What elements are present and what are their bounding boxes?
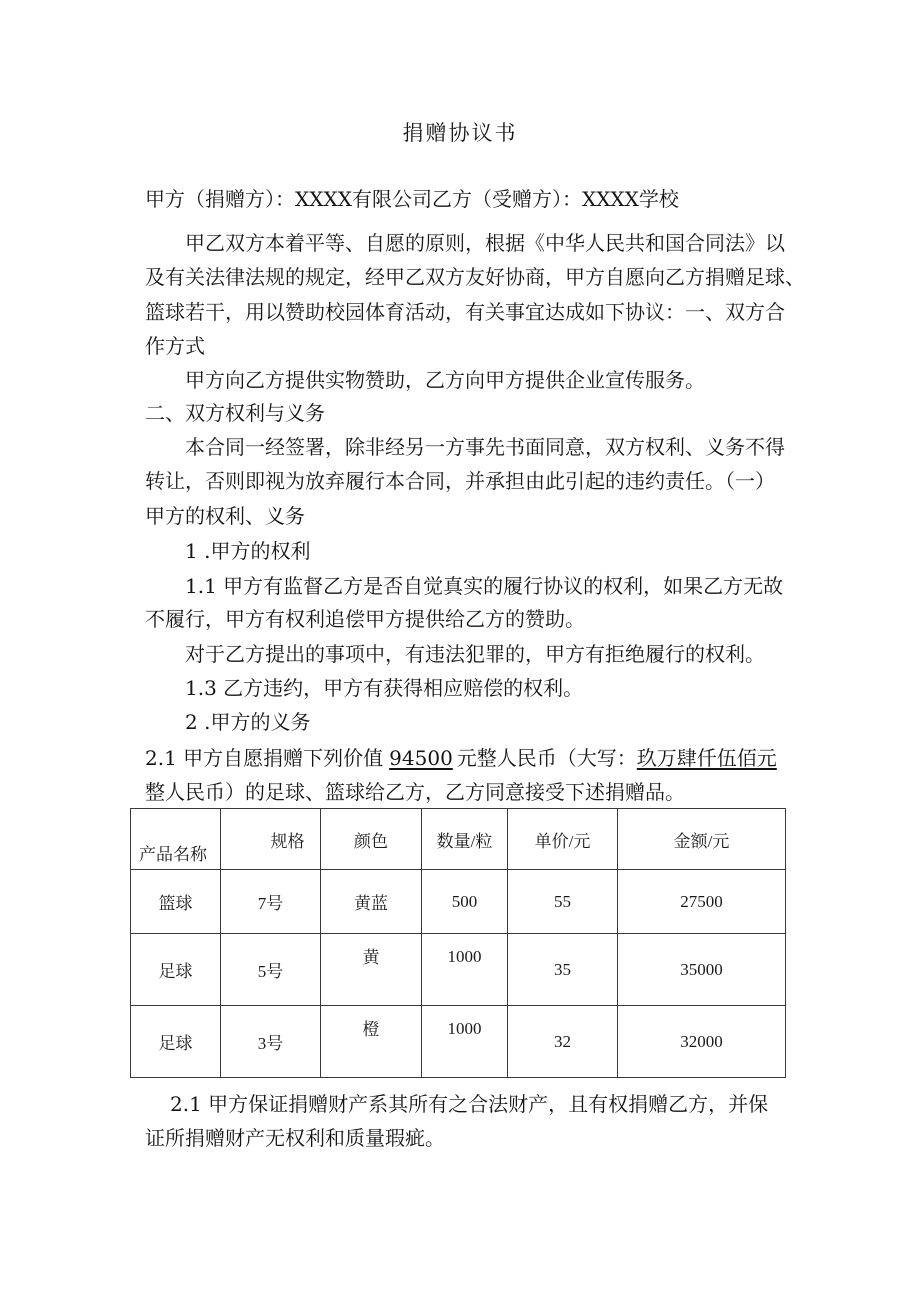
clause-2-1-prefix: 2.1 甲方自愿捐赠下列价值 bbox=[145, 746, 384, 770]
clause-2-1-line-2: 整人民币）的足球、篮球给乙方，乙方同意接受下述捐赠品。 bbox=[145, 780, 685, 804]
cell-spec: 7号 bbox=[221, 870, 321, 934]
cell-color: 黄蓝 bbox=[321, 870, 422, 934]
table-header-row bbox=[131, 809, 786, 870]
clause-1-1-line: 不履行，甲方有权利追偿甲方提供给乙方的赞助。 bbox=[145, 607, 585, 631]
header-spec: 规格 bbox=[221, 809, 321, 870]
section-2-line: 甲方的权利、义务 bbox=[145, 504, 305, 528]
parties-line: 甲方（捐赠方）：XXXX有限公司乙方（受赠方）：XXXX学校 bbox=[145, 187, 679, 211]
header-unit-price: 单价/元 bbox=[508, 809, 618, 870]
clause-2-1-middle: 元整人民币（大写： bbox=[456, 746, 637, 770]
document-title: 捐赠协议书 bbox=[402, 121, 518, 145]
guarantee-clause-line: 证所捐赠财产无权利和质量瑕疵。 bbox=[145, 1126, 445, 1150]
cooperation-clause: 甲方向乙方提供实物赞助，乙方向甲方提供企业宣传服务。 bbox=[185, 368, 705, 392]
intro-line: 甲乙双方本着平等、自愿的原则，根据《中华人民共和国合同法》以 bbox=[185, 231, 785, 255]
donation-amount-in-words: 玖万肆仟伍佰元 bbox=[636, 746, 777, 770]
cell-color: 橙 bbox=[321, 1006, 422, 1078]
clause-1-1-line: 1.1 甲方有监督乙方是否自觉真实的履行协议的权利，如果乙方无故 bbox=[185, 574, 784, 598]
guarantee-clause-line: 2.1 甲方保证捐赠财产系其所有之合法财产，且有权捐赠乙方，并保 bbox=[170, 1092, 769, 1116]
cell-unit-price: 55 bbox=[508, 870, 618, 934]
section-2-line: 转让，否则即视为放弃履行本合同，并承担由此引起的违约责任。（一） bbox=[145, 469, 775, 493]
header-product-name: 产品名称 bbox=[131, 809, 221, 870]
header-quantity: 数量/粒 bbox=[422, 809, 508, 870]
table-row bbox=[131, 934, 786, 1006]
intro-line: 及有关法律法规的规定，经甲乙双方友好协商，甲方自愿向乙方捐赠足球、 bbox=[145, 265, 805, 289]
section-2-line: 本合同一经签署，除非经另一方事先书面同意，双方权利、义务不得 bbox=[185, 435, 785, 459]
cell-quantity: 500 bbox=[422, 870, 508, 934]
cell-amount: 32000 bbox=[618, 1006, 786, 1078]
cell-product-name: 足球 bbox=[131, 934, 221, 1006]
donation-amount: 94500 bbox=[389, 746, 453, 770]
cell-spec: 3号 bbox=[221, 1006, 321, 1078]
cell-quantity: 1000 bbox=[422, 1006, 508, 1078]
table-row bbox=[131, 1006, 786, 1078]
cell-unit-price: 32 bbox=[508, 1006, 618, 1078]
table-row bbox=[131, 870, 786, 934]
obligations-heading: 2 .甲方的义务 bbox=[185, 710, 311, 734]
header-color: 颜色 bbox=[321, 809, 422, 870]
cell-amount: 35000 bbox=[618, 934, 786, 1006]
rights-heading: 1 .甲方的权利 bbox=[185, 539, 311, 563]
clause-1-3: 1.3 乙方违约，甲方有获得相应赔偿的权利。 bbox=[185, 676, 584, 700]
section-2-heading: 二、双方权利与义务 bbox=[145, 401, 325, 425]
cell-product-name: 篮球 bbox=[131, 870, 221, 934]
cell-amount: 27500 bbox=[618, 870, 786, 934]
cell-quantity: 1000 bbox=[422, 934, 508, 1006]
donation-items-table bbox=[130, 808, 786, 1078]
clause-1-2: 对于乙方提出的事项中，有违法犯罪的，甲方有拒绝履行的权利。 bbox=[185, 642, 765, 666]
intro-line: 作方式 bbox=[145, 334, 205, 358]
header-amount: 金额/元 bbox=[618, 809, 786, 870]
cell-color: 黄 bbox=[321, 934, 422, 1006]
cell-unit-price: 35 bbox=[508, 934, 618, 1006]
cell-product-name: 足球 bbox=[131, 1006, 221, 1078]
intro-line: 篮球若干，用以赞助校园体育活动，有关事宜达成如下协议：一、双方合 bbox=[145, 300, 785, 324]
clause-2-1-line-1 bbox=[145, 746, 777, 770]
cell-spec: 5号 bbox=[221, 934, 321, 1006]
